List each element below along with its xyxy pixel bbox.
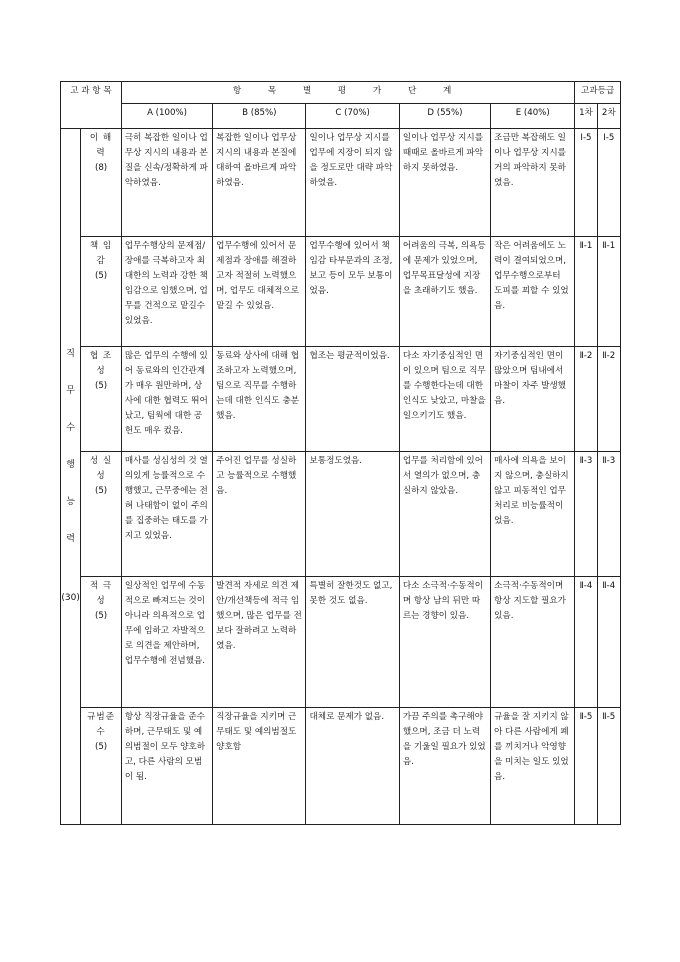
criteria-cell: 항상 직장규율을 준수하며, 근무태도 및 예의범절이 모두 양호하고, 다른 사람의 모범이 됨. [121, 708, 212, 825]
item-name-cell [81, 129, 122, 237]
criteria-cell: 직장규율을 지키며 근무태도 및 예의범절도 양호함 [213, 708, 306, 825]
criteria-cell: 다소 소극적·수동적이며 항상 남의 뒤만 따르는 경향이 있음. [399, 577, 490, 708]
category-char: 무 [66, 386, 75, 396]
item-name: 규범준수 [87, 712, 116, 737]
item-name-cell [81, 577, 122, 708]
criteria-cell: 발견적 자세로 의견 제안/개선책등에 적극 임했으며, 많은 업무를 전보다 잘하려고 노력하였음. [213, 577, 306, 708]
level-a-header: A (100%) [121, 104, 212, 129]
criteria-cell: 동료와 상사에 대해 협조하고자 노력했으며, 팀으로 직무를 수행하는데 대한 인식도 충분했음. [213, 347, 306, 452]
grade-2nd-cell: Ⅱ-2 [597, 347, 620, 452]
item-weight: (5) [94, 381, 108, 391]
category-cell [61, 129, 81, 825]
criteria-cell: 극히 복잡한 일이나 업무상 지시의 내용과 본질을 신속/정확하게 파악하였음. [121, 129, 212, 237]
criteria-cell: 특별히 잘한것도 없고, 못한 것도 없음. [306, 577, 399, 708]
criteria-cell: 보통정도였음. [306, 452, 399, 577]
criteria-cell: 대체로 문제가 없음. [306, 708, 399, 825]
grade-2nd-cell: Ⅱ-1 [597, 237, 620, 347]
category-char: 직 [66, 349, 75, 359]
item-name-cell [81, 347, 122, 452]
item-name: 성 실 성 [89, 456, 113, 481]
grade-1st-cell: Ⅱ-1 [575, 237, 597, 347]
grade-2nd-cell: Ⅰ-5 [597, 129, 620, 237]
item-weight: (8) [94, 163, 108, 173]
evaluation-table [60, 81, 621, 825]
criteria-cell: 규율을 잘 지키지 않아 다른 사람에게 폐를 끼치거나 악영향을 미치는 일도 있었음. [491, 708, 575, 825]
grade-2nd-cell: Ⅱ-3 [597, 452, 620, 577]
grade-2nd-cell: Ⅱ-5 [597, 708, 620, 825]
item-name-cell [81, 452, 122, 577]
item-name-cell [81, 708, 122, 825]
criteria-cell: 조금만 복잡해도 일이나 업무상 지시를 거의 파악하지 못하였음. [491, 129, 575, 237]
grade-1st-cell: Ⅱ-3 [575, 452, 597, 577]
table-row [61, 237, 621, 347]
criteria-cell: 주어진 업무를 성실하고 능률적으로 수행했음. [213, 452, 306, 577]
criteria-cell: 소극적·수동적이며 항상 지도할 필요가 있음. [491, 577, 575, 708]
table-row [61, 347, 621, 452]
item-name: 적 극 성 [89, 581, 113, 606]
level-b-header: B (85%) [213, 104, 306, 129]
criteria-cell: 일이나 업무상 지시를 업무에 지장이 되지 않을 정도로만 대략 파악하였음. [306, 129, 399, 237]
item-name: 이 해 력 [89, 133, 113, 158]
criteria-cell: 협조는 평균적이었음. [306, 347, 399, 452]
table-row [61, 452, 621, 577]
criteria-cell: 자기중심적인 면이 많았으며 팀내에서 마찰이 자주 발생했음. [491, 347, 575, 452]
category-char: 행 [66, 460, 75, 470]
category-char: 능 [66, 497, 75, 507]
criteria-cell: 어려움의 극복, 의욕등에 문제가 있었으며, 업무목표달성에 지장을 초래하기도 했음. [399, 237, 490, 347]
criteria-cell: 다소 자기중심적인 면이 있으며 팀으로 직무를 수행한다는데 대한 인식도 낮았고, 마찰을 일으키기도 했음. [399, 347, 490, 452]
grade-1st-cell: Ⅱ-4 [575, 577, 597, 708]
criteria-cell: 매사에 의욕을 보이지 않으며, 충실하지 않고 피동적인 업무처리로 비능률적이었음. [491, 452, 575, 577]
criteria-cell: 업무수행에 있어서 책임감 타부문과의 조정, 보고 등이 모두 보통이었음. [306, 237, 399, 347]
grade-header: 고과등급 [575, 82, 621, 104]
item-name: 책 임 감 [89, 241, 113, 266]
criteria-cell: 업무수행에 있어서 문제점과 장애를 해결하고자 적절히 노력했으며, 업무도 대체적으로 맡길 수 있었음. [213, 237, 306, 347]
criteria-cell: 일상적인 업무에 수동적으로 빠져드는 것이 아니라 의욕적으로 업무에 임하고 자발적으로 의견을 제안하며, 업무수행에 전념했음. [121, 577, 212, 708]
grade-1st-cell: Ⅰ-5 [575, 129, 597, 237]
criteria-cell: 업무수행상의 문제점/장애를 극복하고자 최대한의 노력과 강한 책임감으로 임했으며, 업무를 건적으로 맡길수 있었음. [121, 237, 212, 347]
grade-1st-cell: Ⅱ-2 [575, 347, 597, 452]
item-weight: (5) [94, 271, 108, 281]
item-name-cell [81, 237, 122, 347]
category-char: 수 [66, 423, 75, 433]
level-c-header: C (70%) [306, 104, 399, 129]
level-d-header: D (55%) [399, 104, 490, 129]
grade-1st-cell: Ⅱ-5 [575, 708, 597, 825]
criteria-cell: 일이나 업무상 지시를 때때로 올바르게 파악하지 못하였음. [399, 129, 490, 237]
table-row [61, 129, 621, 237]
item-weight: (5) [94, 611, 108, 621]
table-row [61, 577, 621, 708]
criteria-cell: 복잡한 일이나 업무상 지시의 내용과 본질에 대하여 올바르게 파악하였음. [213, 129, 306, 237]
criteria-cell: 가끔 주의를 촉구해야 했으며, 조금 더 노력을 기울일 필요가 있었음. [399, 708, 490, 825]
level-e-header: E (40%) [491, 104, 575, 129]
item-weight: (5) [94, 742, 108, 752]
criteria-cell: 업무를 처리함에 있어서 열의가 없으며, 충실하지 않았음. [399, 452, 490, 577]
category-header: 고 과 항 목 [61, 82, 122, 129]
category-char: 력 [66, 534, 75, 544]
item-weight: (5) [94, 486, 108, 496]
grade-2nd-cell: Ⅱ-4 [597, 577, 620, 708]
criteria-cell: 매사를 성심성의 것 열의있게 능률적으로 수행했고, 근무중에는 전혀 나태함이 없이 주의를 집중하는 태도를 가지고 있었음. [121, 452, 212, 577]
table-row [61, 708, 621, 825]
item-name: 협 조 성 [89, 351, 113, 376]
grade-1st-header: 1차 [575, 104, 597, 129]
category-weight: (30) [61, 593, 80, 603]
criteria-cell: 많은 업무의 수행에 있어 동료와의 인간관계가 매우 원만하며, 상사에 대한 협력도 뛰어났고, 팀웍에 대한 공헌도 매우 컸음. [121, 347, 212, 452]
criteria-cell: 작은 어려움에도 노력이 결여되었으며, 업무수행으로부터 도피를 꾀할 수 있었음. [491, 237, 575, 347]
grade-2nd-header: 2차 [597, 104, 620, 129]
stages-header: 항 목 별 평 가 단 계 [121, 82, 574, 104]
